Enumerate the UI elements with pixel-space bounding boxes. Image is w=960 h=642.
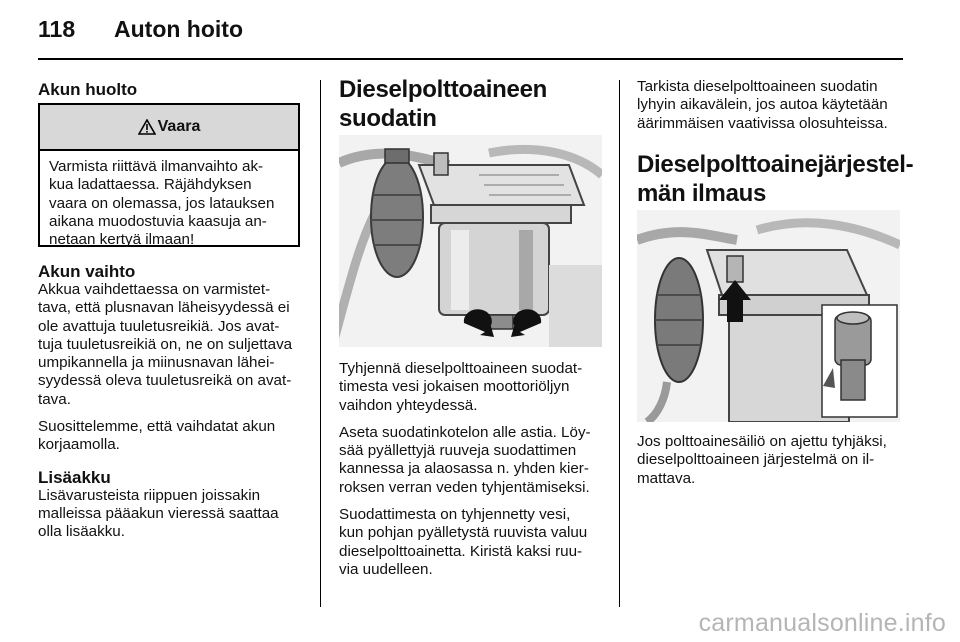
battery-care-heading: Akun huolto: [38, 80, 138, 99]
bleeding-text: Jos polttoainesäiliö on ajettu tyhjäksi, dieselpolttoaineen järjestelmä on il- mattava.: [637, 433, 887, 487]
column-divider-2: [619, 80, 620, 607]
battery-replace-heading: Akun vaihto: [38, 262, 136, 281]
fuel-filter-illustration: [339, 135, 602, 347]
bleeding-illustration: [637, 210, 900, 422]
warning-title: Vaara: [157, 118, 201, 135]
bleeding-heading: Dieselpolttoainejärjestel- män ilmaus: [637, 151, 914, 207]
diesel-filter-para-1: Tyhjennä dieselpolttoaineen suodat- timesta vesi jokaisen moottoriöljyn vaihdon yhteydessä.: [339, 360, 583, 414]
watermark-text: carmanualsonline.info: [698, 609, 946, 637]
diesel-filter-para-3: Suodattimesta on tyhjennetty vesi, kun pohjan pyälletystä ruuvista valuu dieselpolttoainetta. Kiristä kaksi ruu- via uudelleen.: [339, 506, 588, 578]
header-rule: [38, 58, 903, 60]
battery-recommend-text: Suosittelemme, että vaihdatat akun korjaamolla.: [38, 418, 276, 454]
column-divider-1: [320, 80, 321, 607]
warning-text: Varmista riittävä ilmanvaihto ak- kua ladattaessa. Räjähdyksen vaara on olemassa, jos latauksen aikana muodostuvia kaasuja an- netaan kertyä ilmaan!: [49, 158, 275, 249]
warning-triangle-icon: [138, 119, 156, 135]
battery-replace-text: Akkua vaihdettaessa on varmistet- tava, että plusnavan läheisyydessä ei ole avattuja tuuletusreikiä. Jos avat- tuja tuuletusreikiä on, ne on suljettava umpikannella ja miinusnavan lähei- syydessä oleva tuuletusreikä on avat- tava.: [38, 281, 293, 408]
diesel-filter-para-2: Aseta suodatinkotelon alle astia. Löy- sää pyällettyjä ruuveja suodattimen kannessa ja alaosassa n. yhden kier- roksen verran veden tyhjentämiseksi.: [339, 423, 591, 496]
diesel-filter-heading: Dieselpolttoaineen suodatin: [339, 76, 547, 132]
warning-box: [38, 103, 300, 247]
page-number: 118: [38, 16, 76, 42]
check-filter-text: Tarkista dieselpolttoaineen suodatin lyhyin aikavälein, jos autoa käytetään äärimmäisen vaativissa olosuhteissa.: [637, 78, 888, 132]
extra-battery-text: Lisävarusteista riippuen joissakin malleissa pääakun vieressä saattaa olla lisäakku.: [38, 486, 279, 541]
warning-header: [40, 105, 298, 151]
extra-battery-heading: Lisäakku: [38, 467, 111, 487]
section-title: Auton hoito: [114, 16, 244, 42]
